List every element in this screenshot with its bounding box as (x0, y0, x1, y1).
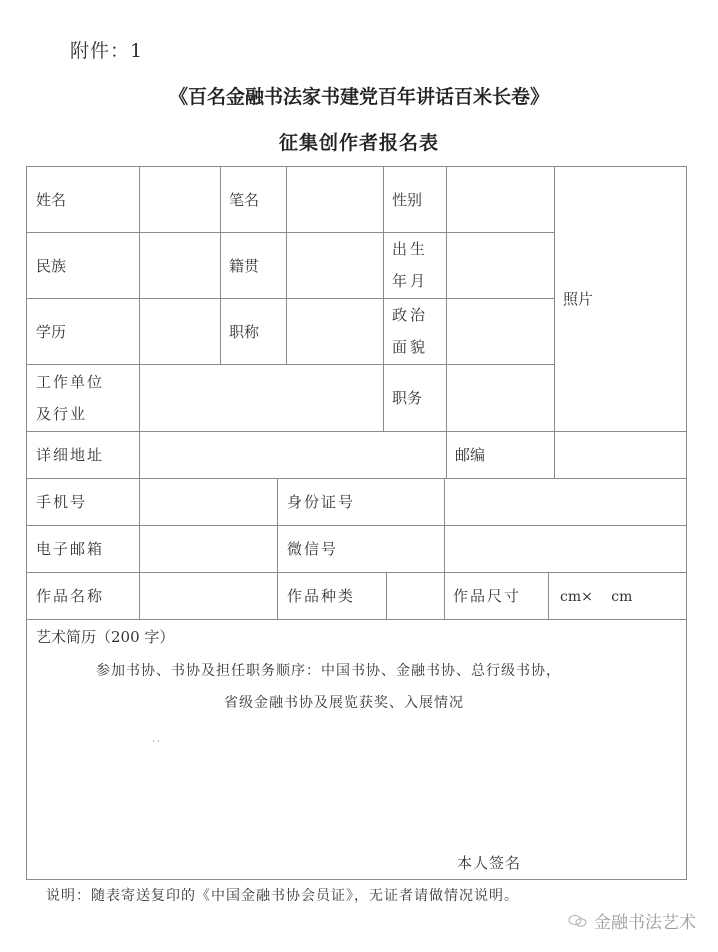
bio-instruction-line2: 省级金融书协及展览获奖、入展情况 (224, 695, 464, 711)
gender-field[interactable] (447, 167, 553, 231)
birth-date-field[interactable] (447, 233, 553, 297)
col-divider (220, 166, 221, 364)
row-divider (26, 619, 687, 620)
label-birth-line2: 年月 (392, 272, 429, 290)
work-type-field[interactable] (387, 573, 443, 618)
label-political-status (392, 298, 428, 364)
label-birth-date (392, 232, 428, 298)
ethnicity-field[interactable] (140, 233, 219, 297)
label-photo: 照片 (563, 290, 594, 308)
document-title: 《百名金融书法家书建党百年讲话百米长卷》 (168, 86, 549, 108)
stray-marks: · · (152, 737, 160, 746)
political-status-field[interactable] (447, 299, 553, 363)
label-address: 详细地址 (36, 446, 105, 464)
work-title-field[interactable] (140, 573, 276, 618)
label-work-size: 作品尺寸 (453, 587, 522, 605)
table-border-bottom (26, 879, 687, 880)
employer-field[interactable] (140, 365, 382, 430)
label-position: 职务 (392, 389, 423, 407)
work-size-field[interactable]: cm× cm (560, 588, 633, 605)
watermark-text: 金融书法艺术 (594, 913, 696, 933)
label-education: 学历 (36, 322, 67, 341)
label-mobile: 手机号 (36, 493, 88, 511)
label-employer (36, 364, 104, 431)
table-border-left (26, 166, 27, 879)
col-divider (277, 478, 278, 619)
wechat-field[interactable] (445, 526, 685, 571)
attachment-label: 附件：1 (70, 40, 144, 62)
col-divider (383, 166, 384, 431)
label-wechat: 微信号 (287, 540, 339, 558)
label-id-number: 身份证号 (287, 493, 356, 511)
bio-instruction-line1: 参加书协、书协及担任职务顺序：中国书协、金融书协、总行级书协， (96, 663, 561, 679)
label-employer-line2: 及行业 (36, 404, 88, 423)
photo-area[interactable] (555, 167, 685, 430)
watermark (568, 908, 696, 933)
label-political-line1: 政治 (392, 306, 429, 324)
label-professional-title: 职称 (229, 322, 260, 341)
col-divider (548, 572, 549, 619)
mobile-field[interactable] (140, 479, 276, 524)
label-pen-name: 笔名 (229, 190, 260, 209)
education-field[interactable] (140, 299, 219, 363)
label-name: 姓名 (36, 190, 67, 209)
address-field[interactable] (140, 432, 445, 477)
pen-name-field[interactable] (287, 167, 382, 231)
label-art-bio: 艺术简历（200 字） (36, 628, 175, 646)
id-number-field[interactable] (445, 479, 685, 524)
label-work-type: 作品种类 (287, 587, 356, 605)
label-work-title: 作品名称 (36, 587, 105, 605)
label-postcode: 邮编 (455, 446, 486, 464)
label-gender: 性别 (392, 190, 423, 209)
professional-title-field[interactable] (287, 299, 382, 363)
postcode-field[interactable] (555, 432, 685, 477)
email-field[interactable] (140, 526, 276, 571)
form-title: 征集创作者报名表 (278, 132, 439, 154)
art-bio-textarea[interactable] (28, 712, 685, 842)
wechat-icon (568, 914, 588, 928)
label-email: 电子邮箱 (36, 540, 105, 558)
footer-note: 说明：随表寄送复印的《中国金融书协会员证》，无证者请做情况说明。 (46, 888, 519, 904)
label-native-place: 籍贯 (229, 256, 260, 275)
label-political-line2: 面貌 (392, 338, 429, 356)
name-field[interactable] (140, 167, 219, 231)
label-ethnicity: 民族 (36, 256, 67, 275)
position-field[interactable] (447, 365, 553, 430)
label-signature: 本人签名 (457, 854, 522, 872)
label-birth-line1: 出生 (392, 240, 429, 258)
table-border-right (686, 166, 687, 879)
native-place-field[interactable] (287, 233, 382, 297)
label-employer-line1: 工作单位 (36, 372, 105, 391)
